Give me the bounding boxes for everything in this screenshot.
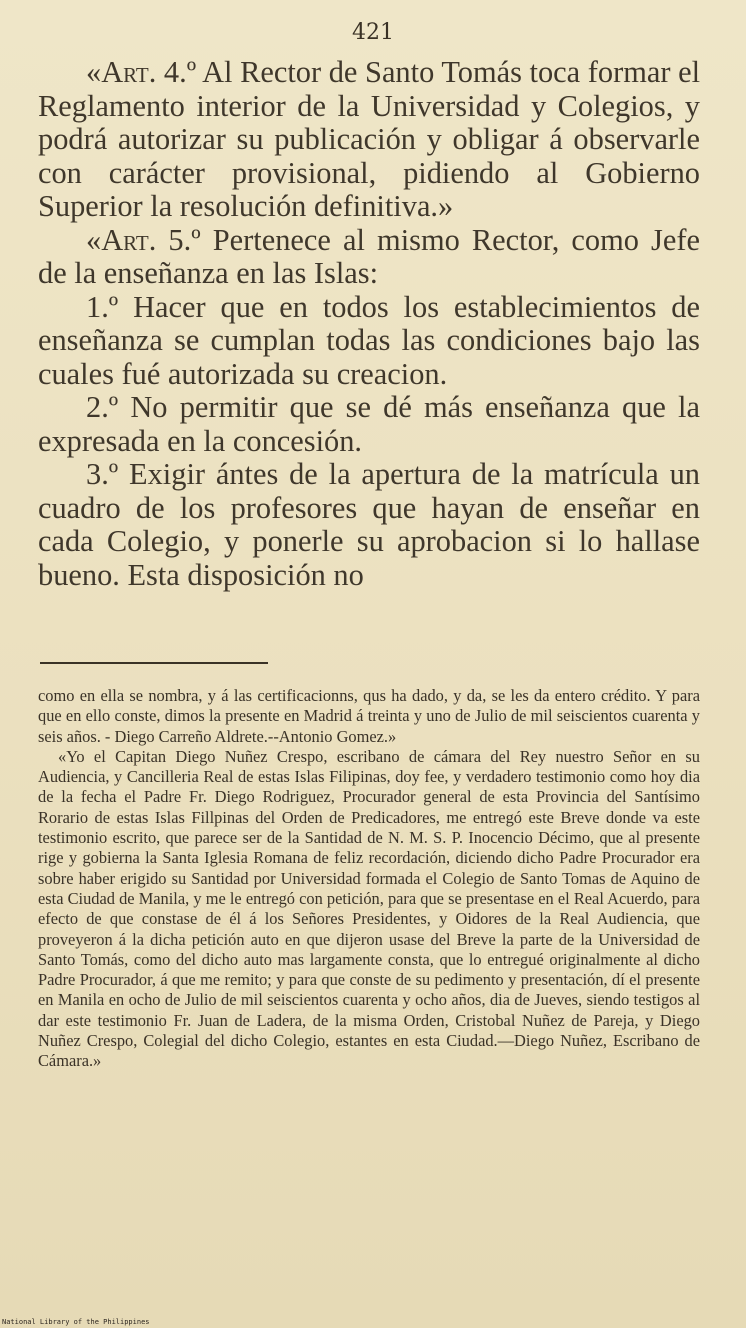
article-4-label: «Art. 4.º (86, 55, 197, 89)
article-5-text: Pertenece al mismo Rector, como Jefe de la enseñanza en las Islas: (38, 222, 700, 290)
library-credit: National Library of the Philippines (2, 1318, 150, 1326)
article-4-paragraph (38, 56, 700, 224)
article-5-label: «Art. 5.º (86, 222, 201, 257)
footnote-divider (40, 662, 268, 664)
article-5-item-3: 3.º Exigir ántes de la apertura de la matrícula un cuadro de los profesores que hayan de enseñar en cada Colegio, y ponerle su aprobacion si lo hallase bueno. Esta disposición no (38, 457, 700, 592)
article-5-item-2: 2.º No permitir que se dé más enseñanza que la expresada en la concesión. (38, 390, 700, 458)
article-5-paragraph (38, 224, 700, 291)
footnote-paragraph-2: «Yo el Capitan Diego Nuñez Crespo, escribano de cámara del Rey nuestro Señor en su Audiencia, y Cancilleria Real de estas Islas Filipinas, doy fee, y verdadero testimonio como hoy dia de la fecha el Padre Fr. Diego Rodriguez, Procurador general de esta Provincia del Santísimo Rorario de estas Islas Fillpinas del Orden de Predicadores, me entregó este Breve donde va este testimonio escrito, que parece ser de la Santidad de N. M. S. P. Inocencio Décimo, que al presente rige y gobierna la Santa Iglesia Romana de feliz recordación, diciendo dicho Padre Procurador era sobre haber erigido su Santidad por Universidad formada el Colegio de Santo Tomas de Aquino de esta Ciudad de Manila, y me le entregó con petición, para que se presentase en el Real Acuerdo, para efecto de que constase de él á los Señores Presidentes, y Oidores de la Real Audiencia, que proveyeron á la dicha petición auto en que dijeron usase del Breve la parte de la Universidad de Santo Tomás, como del dicho auto mas largamente consta, que lo entregué originalmente al dicho Padre Procurador, á que me remito; y para que conste de su pedimento y presentación, dí el presente en Manila en ocho de Julio de mil seiscientos cuarenta y ocho años, dia de Jueves, siendo testigos al dar este testimonio Fr. Juan de Ladera, de la misma Orden, Cristobal Nuñez de Pareja, y Diego Nuñez Crespo, Colegial del dicho Colegio, estantes en esta Ciudad.—Diego Nuñez, Escribano de Cámara.» (38, 746, 700, 1071)
page-number: 421 (352, 20, 394, 45)
footnote-block (38, 686, 700, 1072)
main-text-block (38, 56, 700, 592)
footnote-paragraph-1: como en ella se nombra, y á las certificacionns, qus ha dado, y da, se les da entero crédito. Y para que en ello conste, dimos la presente en Madrid á treinta y uno de Julio de mil seiscientos cuarenta y seis años. - Diego Carreño Aldrete.--Antonio Gomez.» (38, 686, 700, 746)
article-4-text: Al Rector de Santo Tomás toca formar el Reglamento interior de la Universidad y Colegios, y podrá autorizar su publicación y obligar á observarle con carácter provisional, pidiendo al Gobierno Superior la resolución definitiva.» (38, 55, 701, 223)
article-5-item-1: 1.º Hacer que en todos los establecimientos de enseñanza se cumplan todas las condiciones bajo las cuales fué autorizada su creacion. (38, 289, 700, 391)
